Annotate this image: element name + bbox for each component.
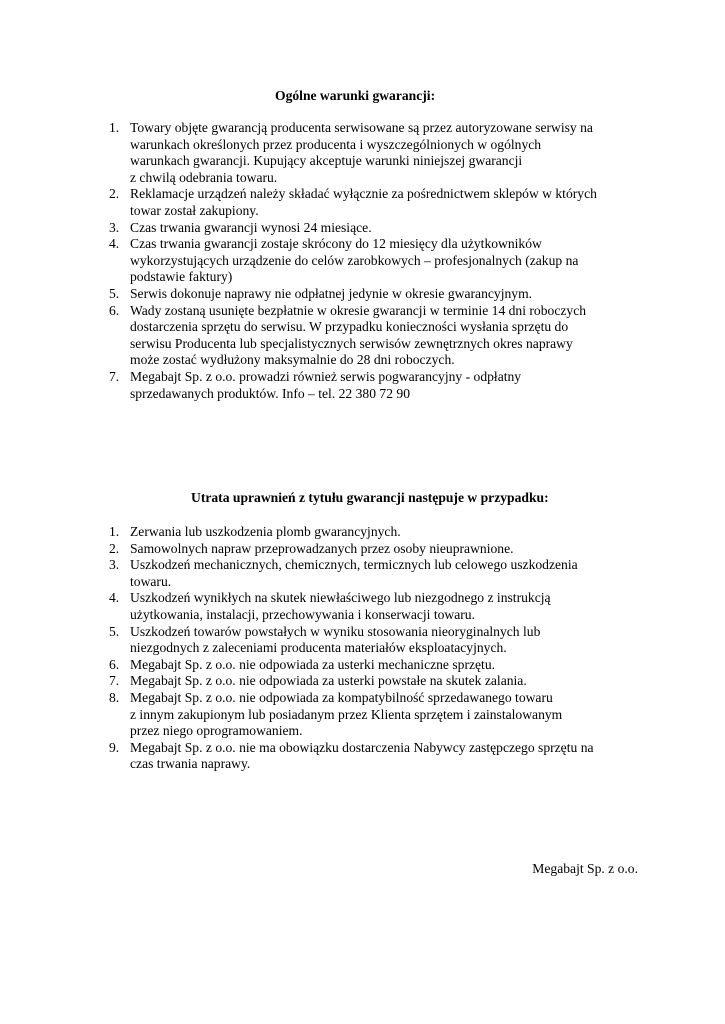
list-item (98, 303, 658, 369)
list-item (98, 590, 658, 623)
list-item-number: 1. (109, 120, 120, 135)
list-item-text-line: z innym zakupionym lub posiadanym przez Klienta sprzętem i zainstalowanym (130, 706, 563, 722)
list-item-text-line: Uszkodzeń wynikłych na skutek niewłaściwego lub niezgodnego z instrukcją (130, 590, 551, 606)
list-item-number: 3. (109, 557, 120, 573)
list-item-text-line: serwisu Producenta lub specjalistycznych serwisów zewnętrznych okres naprawy (130, 335, 573, 351)
list-item-text-line: towaru. (130, 573, 172, 589)
list-item-text-line: towar został zakupiony. (130, 202, 259, 218)
list-item-text-line: Samowolnych napraw przeprowadzanych przez osoby nieuprawnione. (130, 540, 514, 556)
list-item (98, 557, 658, 590)
list-item-text-line: Megabajt Sp. z o.o. prowadzi również serwis pogwarancyjny - odpłatny (130, 368, 522, 384)
list-item-text-line: niezgodnych z zaleceniami producenta materiałów eksploatacyjnych. (130, 640, 507, 656)
list-item-text-line: Uszkodzeń towarów powstałych w wyniku stosowania nieoryginalnych lub (130, 623, 541, 639)
list-item-text-line: Wady zostaną usunięte bezpłatnie w okresie gwarancji w terminie 14 dni roboczych (130, 302, 587, 318)
list-item-text-line: Czas trwania gwarancji wynosi 24 miesiące. (130, 219, 372, 235)
list-item-number: 7. (109, 368, 120, 384)
list-item-number: 2. (109, 186, 120, 202)
list-item (98, 286, 658, 303)
list-item-number: 2. (109, 540, 120, 556)
list-item (98, 120, 658, 186)
list-item-text-line: Uszkodzeń mechanicznych, chemicznych, termicznych lub celowego uszkodzenia (130, 557, 578, 573)
warranty-exclusions-list (98, 524, 658, 773)
list-item-text-line: sprzedawanych produktów. Info – tel. 22 380 72 90 (130, 385, 410, 401)
list-item-number: 7. (109, 673, 120, 689)
list-item-text-line: warunkach gwarancji. Kupujący akceptuje warunki niniejszej gwarancji (130, 153, 523, 169)
list-item (98, 624, 658, 657)
list-item-text-line: Zerwania lub uszkodzenia plomb gwarancyjnych. (130, 524, 401, 539)
warranty-terms-list (98, 120, 658, 402)
list-item-text-line: czas trwania naprawy. (130, 756, 251, 772)
list-item-number: 9. (109, 739, 120, 755)
list-item (98, 740, 658, 773)
section1-title: Ogólne warunki gwarancji: (275, 88, 436, 103)
list-item-text-line: Serwis dokonuje naprawy nie odpłatnej jedynie w okresie gwarancyjnym. (130, 285, 533, 301)
list-item-text-line: z chwilą odebrania towaru. (130, 169, 278, 185)
company-signature: Megabajt Sp. z o.o. (532, 861, 638, 876)
list-item-number: 5. (109, 623, 120, 639)
list-item-text-line: Megabajt Sp. z o.o. nie odpowiada za usterki mechaniczne sprzętu. (130, 656, 496, 672)
list-item (98, 541, 658, 558)
list-item-text-line: wykorzystujących urządzenie do celów zarobkowych – profesjonalnych (zakup na (130, 252, 579, 268)
list-item-text-line: użytkowania, instalacji, przechowywania i konserwacji towaru. (130, 606, 476, 622)
list-item-number: 4. (109, 236, 120, 252)
list-item-number: 6. (109, 656, 120, 672)
list-item-text-line: Towary objęte gwarancją producenta serwisowane są przez autoryzowane serwisy na (130, 120, 593, 135)
list-item (98, 369, 658, 402)
list-item-text-line: Megabajt Sp. z o.o. nie odpowiada za kompatybilność sprzedawanego towaru (130, 689, 553, 705)
list-item-text-line: Megabajt Sp. z o.o. nie ma obowiązku dostarczenia Nabywcy zastępczego sprzętu na (130, 739, 594, 755)
list-item (98, 186, 658, 219)
list-item (98, 236, 658, 286)
list-item-number: 3. (109, 219, 120, 235)
list-item (98, 673, 658, 690)
list-item (98, 690, 658, 740)
list-item-text-line: podstawie faktury) (130, 269, 233, 285)
list-item-text-line: dostarczenia sprzętu do serwisu. W przypadku konieczności wysłania sprzętu do (130, 319, 569, 335)
list-item (98, 657, 658, 674)
list-item-text-line: warunkach określonych przez producenta i wyszczególnionych w ogólnych (130, 136, 542, 152)
section2-title: Utrata uprawnień z tytułu gwarancji następuje w przypadku: (191, 490, 549, 505)
list-item (98, 220, 658, 237)
list-item-text-line: przez niego oprogramowaniem. (130, 723, 303, 739)
list-item-text-line: Czas trwania gwarancji zostaje skrócony do 12 miesięcy dla użytkowników (130, 236, 542, 252)
list-item-number: 4. (109, 590, 120, 606)
list-item (98, 524, 658, 541)
list-item-number: 1. (109, 524, 120, 539)
list-item-number: 5. (109, 285, 120, 301)
list-item-text-line: Megabajt Sp. z o.o. nie odpowiada za usterki powstałe na skutek zalania. (130, 673, 527, 689)
list-item-text-line: może zostać wydłużony maksymalnie do 28 dni roboczych. (130, 352, 455, 368)
list-item-number: 8. (109, 689, 120, 705)
list-item-text-line: Reklamacje urządzeń należy składać wyłącznie za pośrednictwem sklepów w których (130, 186, 597, 202)
list-item-number: 6. (109, 302, 120, 318)
